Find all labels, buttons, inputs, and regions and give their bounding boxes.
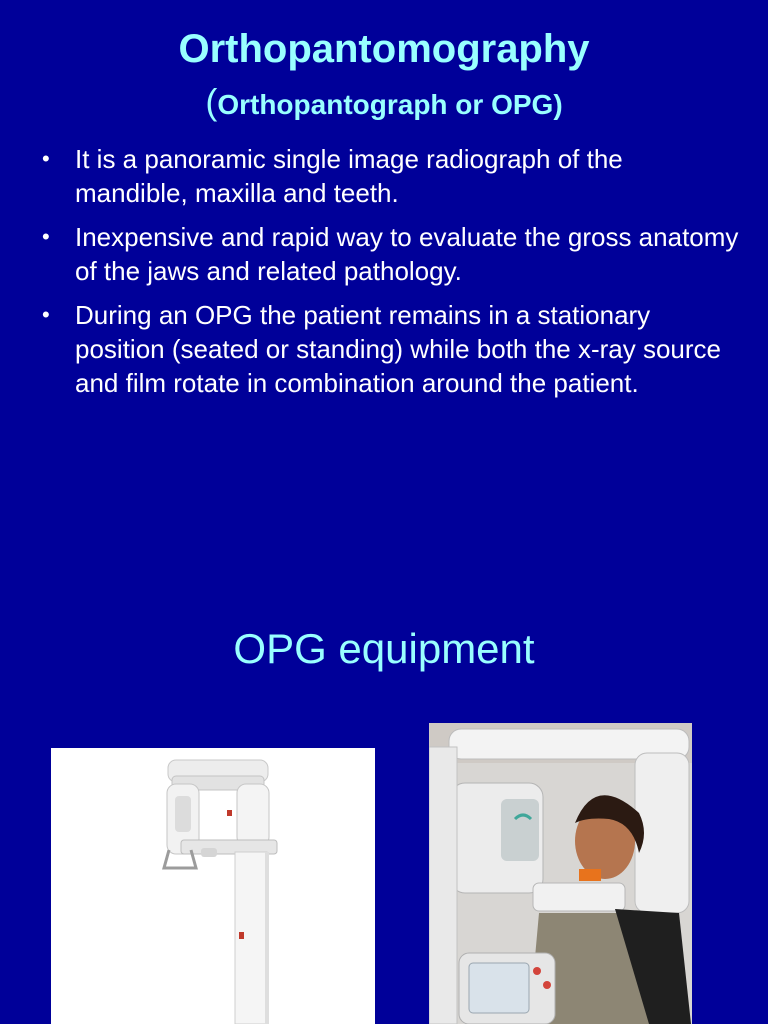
subtitle-close-paren: ): [553, 89, 563, 120]
bullet-list: [40, 142, 740, 410]
opg-patient-illustration: [429, 723, 692, 1024]
bullet-dot: •: [42, 302, 50, 327]
opg-patient-photo: [429, 723, 692, 1024]
bullet-item: [40, 220, 740, 288]
opg-machine-illustration: [51, 748, 375, 1024]
bullet-dot: •: [42, 224, 50, 249]
bullet-text: Inexpensive and rapid way to evaluate the gross anatomy of the jaws and related pathology.: [75, 222, 739, 286]
subtitle-text: Orthopantograph or OPG: [217, 89, 554, 120]
bullet-text: During an OPG the patient remains in a stationary position (seated or standing) while both the x-ray source and film rotate in combination around the patient.: [75, 300, 722, 398]
bullet-item: [40, 142, 740, 210]
slide-subtitle: [0, 82, 768, 125]
opg-machine-photo: [51, 748, 375, 1024]
subtitle-open-paren: (: [205, 81, 218, 122]
bullet-dot: •: [42, 146, 50, 171]
section-heading: OPG equipment: [233, 625, 535, 672]
bullet-item: [40, 298, 740, 400]
slide-title: Orthopantomography: [178, 27, 590, 71]
bullet-text: It is a panoramic single image radiograph of the mandible, maxilla and teeth.: [75, 144, 623, 208]
